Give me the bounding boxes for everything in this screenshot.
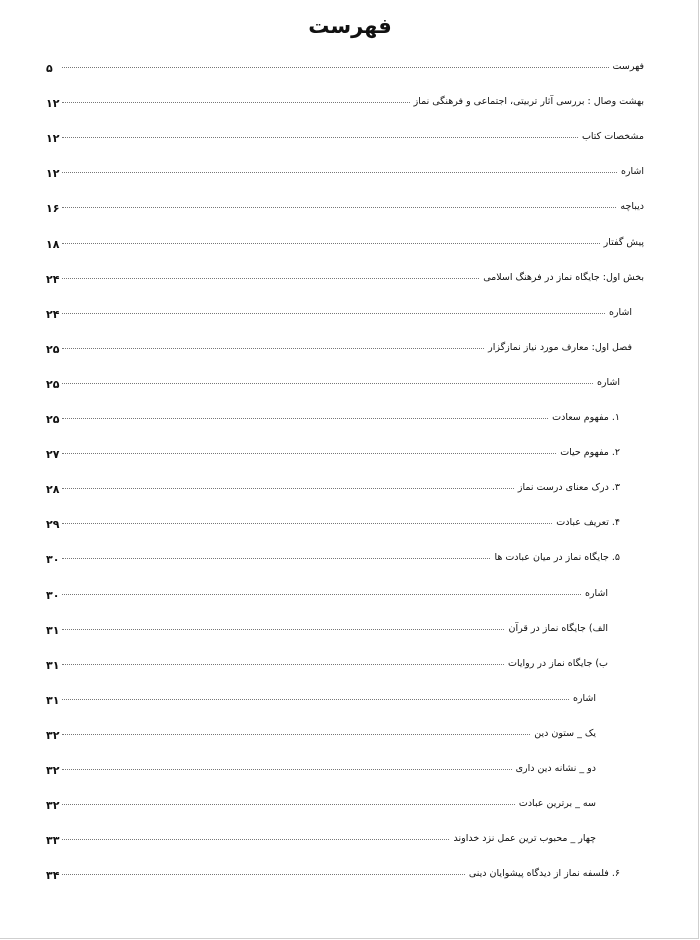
toc-row[interactable] [0, 269, 700, 291]
toc-row[interactable] [0, 374, 700, 396]
dot-leader [62, 418, 548, 419]
dot-leader [62, 137, 578, 138]
toc-page-number: ۳۲ [46, 729, 60, 742]
toc-page-number: ۳۱ [46, 659, 60, 672]
toc-page-number: ۱۲ [46, 97, 60, 110]
toc-entry-label[interactable]: سه _ برترین عبادت [518, 798, 596, 809]
dot-leader [62, 278, 479, 279]
dot-leader [62, 839, 449, 840]
page-title: فهرست [308, 14, 392, 38]
toc-entry-label[interactable]: ب) جایگاه نماز در روایات [508, 658, 608, 669]
toc-page-number: ۳۳ [46, 834, 60, 847]
toc-row[interactable] [0, 304, 700, 326]
toc-page-number: ۳۰ [46, 553, 60, 566]
toc-entry-label[interactable]: یک _ ستون دین [534, 728, 596, 739]
toc-page-number: ۳۲ [46, 764, 60, 777]
toc-page-number: ۳۱ [46, 694, 60, 707]
toc-row[interactable] [0, 93, 700, 115]
toc-entry-label[interactable]: اشاره [572, 693, 596, 704]
toc-row[interactable] [0, 58, 700, 80]
toc-entry-label[interactable]: ۳. درک معنای درست نماز [517, 482, 620, 493]
toc-entry-label[interactable]: ۵. جایگاه نماز در میان عبادت ها [494, 552, 620, 563]
toc-page-number: ۲۸ [46, 483, 60, 496]
toc-page-number: ۵ [46, 62, 53, 75]
dot-leader [62, 594, 581, 595]
toc-entry-label[interactable]: بخش اول: جایگاه نماز در فرهنگ اسلامی [483, 272, 644, 283]
toc-page-number: ۳۴ [46, 869, 60, 882]
toc-row[interactable] [0, 865, 700, 887]
dot-leader [62, 629, 504, 630]
toc-entry-label[interactable]: ۱. مفهوم سعادت [552, 412, 620, 423]
toc-page-number: ۳۱ [46, 624, 60, 637]
dot-leader [62, 699, 569, 700]
toc-entry-label[interactable]: چهار _ محبوب ترین عمل نزد خداوند [453, 833, 596, 844]
dot-leader [62, 207, 616, 208]
toc-page-number: ۲۵ [46, 378, 60, 391]
toc-row[interactable] [0, 585, 700, 607]
toc-entry-label[interactable]: اشاره [608, 307, 632, 318]
dot-leader [62, 804, 515, 805]
toc-entry-label[interactable]: ۲. مفهوم حیات [560, 447, 620, 458]
toc-row[interactable] [0, 795, 700, 817]
toc-row[interactable] [0, 760, 700, 782]
toc-row[interactable] [0, 198, 700, 220]
toc-entry-label[interactable]: مشخصات کتاب [581, 131, 644, 142]
toc-entry-label[interactable]: دیباچه [620, 201, 644, 212]
toc-row[interactable] [0, 725, 700, 747]
toc-page-number: ۱۶ [46, 202, 60, 215]
dot-leader [62, 172, 617, 173]
toc-page-number: ۱۲ [46, 132, 60, 145]
dot-leader [62, 664, 504, 665]
dot-leader [62, 243, 600, 244]
toc-page-number: ۲۴ [46, 308, 60, 321]
dot-leader [62, 313, 605, 314]
toc-entry-label[interactable]: بهشت وصال : بررسی آثار تربیتی، اجتماعی و فرهنگی نماز [413, 96, 644, 107]
toc-row[interactable] [0, 409, 700, 431]
toc-entry-label[interactable]: دو _ نشانه دین داری [515, 763, 596, 774]
toc-page-number: ۲۵ [46, 413, 60, 426]
toc-row[interactable] [0, 339, 700, 361]
toc-row[interactable] [0, 655, 700, 677]
toc-row[interactable] [0, 163, 700, 185]
toc-entry-label[interactable]: فصل اول: معارف مورد نیاز نمازگزار [488, 342, 632, 353]
toc-page-number: ۱۲ [46, 167, 60, 180]
dot-leader [62, 769, 512, 770]
toc-row[interactable] [0, 444, 700, 466]
toc-page-number: ۳۲ [46, 799, 60, 812]
toc-row[interactable] [0, 549, 700, 571]
dot-leader [62, 102, 410, 103]
toc-row[interactable] [0, 128, 700, 150]
toc-page-number: ۲۹ [46, 518, 60, 531]
toc-row[interactable] [0, 620, 700, 642]
toc-row[interactable] [0, 690, 700, 712]
toc-page-number: ۲۴ [46, 273, 60, 286]
toc-entry-label[interactable]: پیش گفتار [603, 237, 644, 248]
toc-row[interactable] [0, 514, 700, 536]
dot-leader [62, 734, 530, 735]
toc-page-number: ۱۸ [46, 238, 60, 251]
dot-leader [62, 874, 465, 875]
toc-row[interactable] [0, 830, 700, 852]
dot-leader [62, 488, 514, 489]
toc-row[interactable] [0, 479, 700, 501]
toc-entry-label[interactable]: الف) جایگاه نماز در قرآن [508, 623, 608, 634]
dot-leader [62, 558, 490, 559]
toc-page-number: ۲۵ [46, 343, 60, 356]
toc-entry-label[interactable]: اشاره [584, 588, 608, 599]
dot-leader [62, 383, 593, 384]
toc-entry-label[interactable]: اشاره [596, 377, 620, 388]
toc-entry-label[interactable]: فهرست [612, 61, 644, 72]
dot-leader [62, 67, 609, 68]
dot-leader [62, 453, 556, 454]
dot-leader [62, 523, 552, 524]
toc-entry-label[interactable]: ۴. تعریف عبادت [556, 517, 620, 528]
toc-entry-label[interactable]: اشاره [620, 166, 644, 177]
toc-entry-label[interactable]: ۶. فلسفه نماز از دیدگاه پیشوایان دینی [468, 868, 620, 879]
dot-leader [62, 348, 484, 349]
toc-page-number: ۲۷ [46, 448, 60, 461]
toc-page-number: ۳۰ [46, 589, 60, 602]
toc-row[interactable] [0, 234, 700, 256]
